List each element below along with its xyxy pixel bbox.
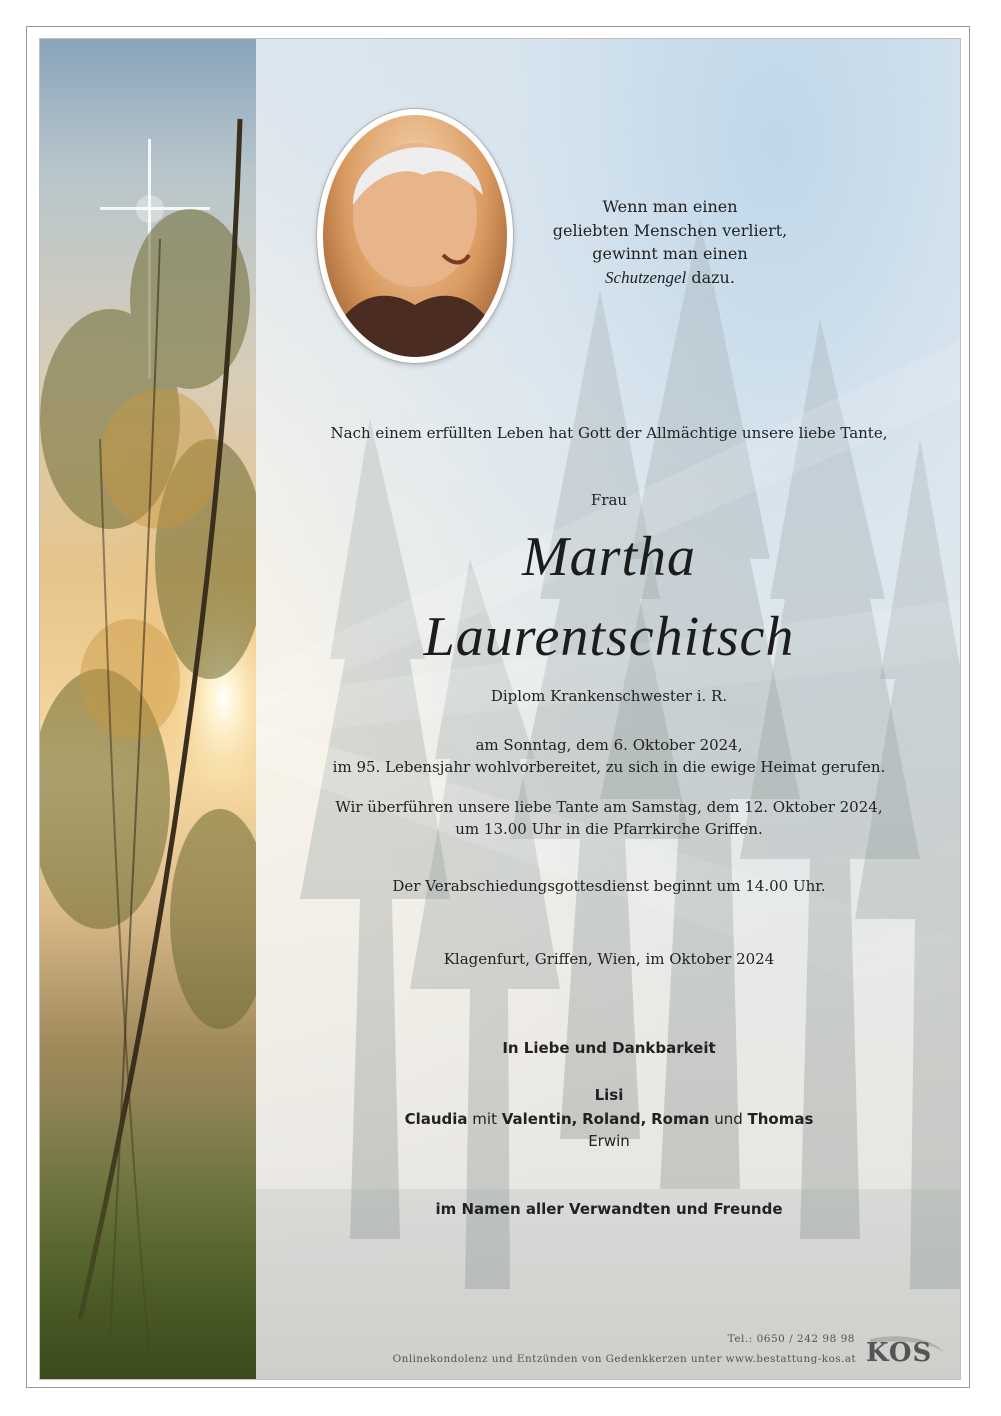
portrait-photo (323, 115, 507, 357)
transfer-detail: um 13.00 Uhr in die Pfarrkirche Griffen. (455, 820, 763, 838)
mourner-erwin: Erwin (588, 1132, 630, 1150)
family-note: im Namen aller Verwandten und Freunde (435, 1200, 783, 1218)
place-and-date: Klagenfurt, Griffen, Wien, im Oktober 2024 (443, 950, 775, 968)
death-date: am Sonntag, dem 6. Oktober 2024, (475, 736, 743, 754)
deceased-last-name: Laurentschitsch (423, 606, 795, 668)
death-notice (256, 734, 961, 778)
mourner-roland: Roland, (582, 1110, 647, 1128)
mourner-valentin: Valentin, (501, 1110, 578, 1128)
quote-line-3: gewinnt man einen (592, 244, 748, 263)
portrait-frame (317, 109, 513, 363)
footer-phone: Tel.: 0650 / 242 98 98 (727, 1333, 855, 1345)
footer-online-condolence: Onlinekondolenz und Entzünden von Gedenkkerzen unter www.bestattung-kos.at (392, 1353, 856, 1365)
mourner-claudia: Claudia (404, 1110, 468, 1128)
quote-line-4 (540, 266, 800, 290)
mourner-connector-und: und (709, 1110, 748, 1128)
intro-text: Nach einem erfüllten Leben hat Gott der Allmächtige unsere liebe Tante, (330, 424, 888, 442)
quote-line-4-rest: dazu. (686, 267, 735, 287)
memorial-quote (540, 195, 800, 289)
service-notice: Der Verabschiedungsgottesdienst beginnt um 14.00 Uhr. (392, 877, 826, 895)
quote-line-1: Wenn man einen (602, 197, 738, 216)
mourner-roman: Roman (651, 1110, 710, 1128)
quote-script-word: Schutzengel (605, 267, 687, 287)
mourner-lisi: Lisi (594, 1086, 624, 1104)
logo-text: KOS (866, 1338, 933, 1368)
salutation: Frau (590, 491, 628, 509)
obituary-card (39, 38, 961, 1380)
deceased-first-name: Martha (522, 526, 696, 588)
transfer-notice (256, 796, 961, 840)
kos-logo (864, 1335, 948, 1371)
quote-line-2: geliebten Menschen verliert, (552, 220, 788, 240)
death-detail: im 95. Lebensjahr wohlvorbereitet, zu sich in die ewige Heimat gerufen. (332, 758, 886, 776)
mourner-thomas: Thomas (747, 1110, 814, 1128)
closing-phrase: In Liebe und Dankbarkeit (502, 1039, 716, 1057)
occupation: Diplom Krankenschwester i. R. (490, 687, 728, 705)
mourner-connector-mit: mit (467, 1110, 502, 1128)
transfer-date: Wir überführen unsere liebe Tante am Samstag, dem 12. Oktober 2024, (335, 798, 883, 816)
forest-photo-strip (40, 39, 256, 1380)
mourners-line (256, 1110, 961, 1128)
